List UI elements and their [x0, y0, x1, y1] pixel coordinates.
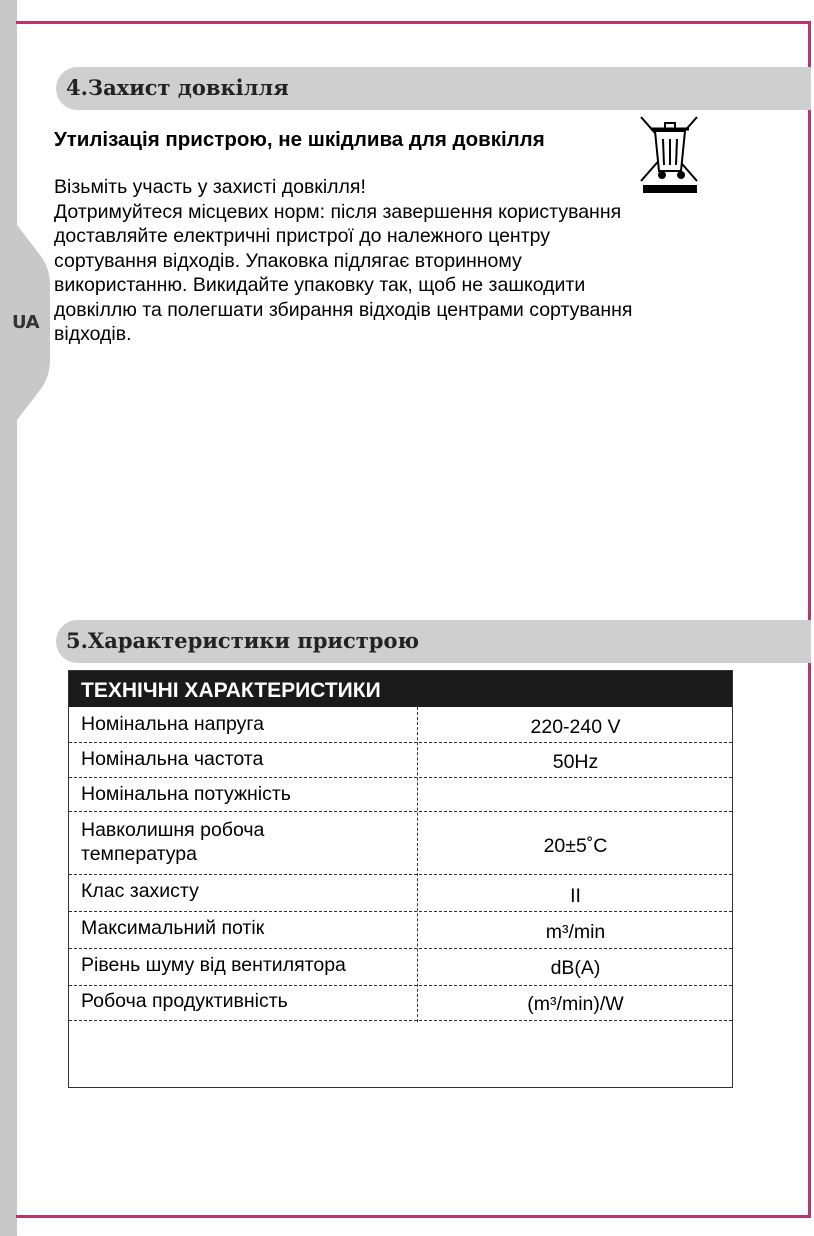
row-value: 50Hz: [552, 751, 599, 773]
row-label: Максимальний потік: [81, 917, 265, 939]
specifications-table: [68, 670, 733, 1088]
row-value: 220-240 V: [530, 716, 621, 738]
row-label: Клас захисту: [81, 880, 199, 902]
table-row: [69, 811, 732, 875]
row-label: Рівень шуму від вентилятора: [81, 954, 346, 976]
disposal-paragraph: [54, 175, 774, 347]
section-5-title: 5.Характеристики пристрою: [66, 628, 419, 653]
paragraph-line: Візьміть участь у захисті довкілля!: [54, 176, 366, 198]
row-label: Номінальна потужність: [81, 783, 291, 805]
row-label-line: температура: [81, 843, 198, 865]
section-4-title: 4.Захист довкілля: [66, 75, 289, 100]
paragraph-line: Дотримуйтеся місцевих норм: після завершення користування: [54, 200, 622, 223]
disposal-subheading: Утилізація пристрою, не шкідлива для довкілля: [54, 128, 545, 151]
table-row: [69, 742, 732, 778]
paragraph-line: доставляйте електричні пристрої до належного центру: [54, 225, 551, 247]
row-value: II: [570, 885, 581, 907]
section-5-header: [56, 620, 811, 663]
row-value: m³/min: [545, 921, 606, 943]
table-row: [69, 985, 732, 1021]
paragraph-line: відходів.: [54, 323, 132, 345]
row-value: (m³/min)/W: [527, 993, 624, 1015]
table-row: [69, 707, 732, 743]
language-label: UA: [12, 312, 39, 333]
row-value: dB(A): [550, 957, 601, 979]
row-label: Номінальна частота: [81, 748, 264, 770]
row-label: Номінальна напруга: [81, 713, 264, 735]
paragraph-line: довкіллю та полегшати збирання відходів центрами сортування: [54, 298, 633, 321]
column-divider: [417, 707, 418, 1022]
paragraph-line: сортування відходів. Упаковка підлягає вторинному: [54, 249, 522, 272]
row-label: [81, 818, 264, 866]
table-row: [69, 948, 732, 986]
row-value: 20±5˚C: [543, 835, 608, 857]
table-header: ТЕХНІЧНІ ХАРАКТЕРИСТИКИ: [69, 671, 732, 707]
table-row: [69, 777, 732, 812]
table-row: [69, 874, 732, 912]
section-4-header: [56, 67, 811, 110]
paragraph-line: використанню. Викидайте упаковку так, щоб не зашкодити: [54, 274, 586, 296]
table-row: [69, 911, 732, 949]
row-label-line: Навколишня робоча: [81, 819, 265, 841]
row-label: Робоча продуктивність: [81, 990, 288, 1012]
